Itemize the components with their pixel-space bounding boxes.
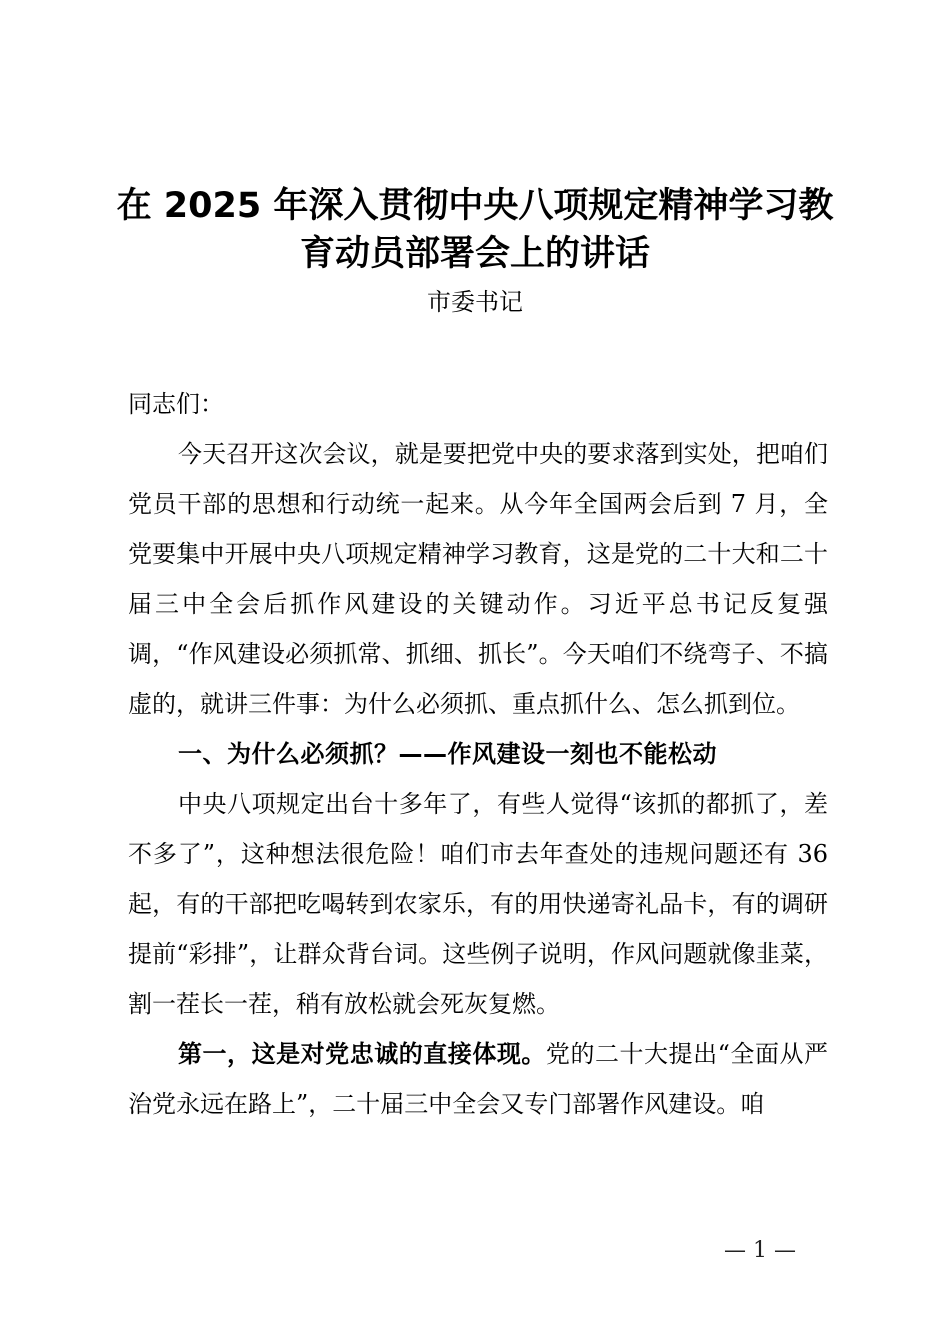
page-number: — 1 — — [724, 1238, 796, 1263]
document-author: 市委书记 — [427, 288, 523, 316]
point-1-lead: 第一，这是对党忠诚的直接体现。 — [178, 1040, 546, 1068]
document-body — [128, 379, 828, 1129]
section-heading-1: 一、为什么必须抓？——作风建设一刻也不能松动 — [178, 740, 717, 768]
point-1-text: 党的二十大提出“全面从严治党永远在路上”，二十届三中全会又专门部署作风建设。咱 — [128, 1040, 828, 1118]
paragraph-point-1 — [128, 1029, 828, 1129]
document-title-line-2: 育动员部署会上的讲话 — [299, 234, 650, 274]
salutation: 同志们： — [128, 390, 224, 418]
paragraph-section-1: 中央八项规定出台十多年了，有些人觉得“该抓的都抓了，差不多了”，这种想法很危险！咱们市去年查处的违规问题还有 36 起，有的干部把吃喝转到农家乐，有的用快递寄礼品卡，有的调研提前“彩排”，让群众背台词。这些例子说明，作风问题就像韭菜，割一茬长一茬，稍有放松就会死灰复燃。 — [128, 790, 828, 1018]
document-title-line-1: 在 2025 年深入贯彻中央八项规定精神学习教 — [116, 186, 834, 226]
paragraph-opening: 今天召开这次会议，就是要把党中央的要求落到实处，把咱们党员干部的思想和行动统一起来。从今年全国两会后到 7 月，全党要集中开展中央八项规定精神学习教育，这是党的二十大和二十届三中全会后抓作风建设的关键动作。习近平总书记反复强调，“作风建设必须抓常、抓细、抓长”。今天咱们不绕弯子、不搞虚的，就讲三件事：为什么必须抓、重点抓什么、怎么抓到位。 — [128, 440, 828, 718]
